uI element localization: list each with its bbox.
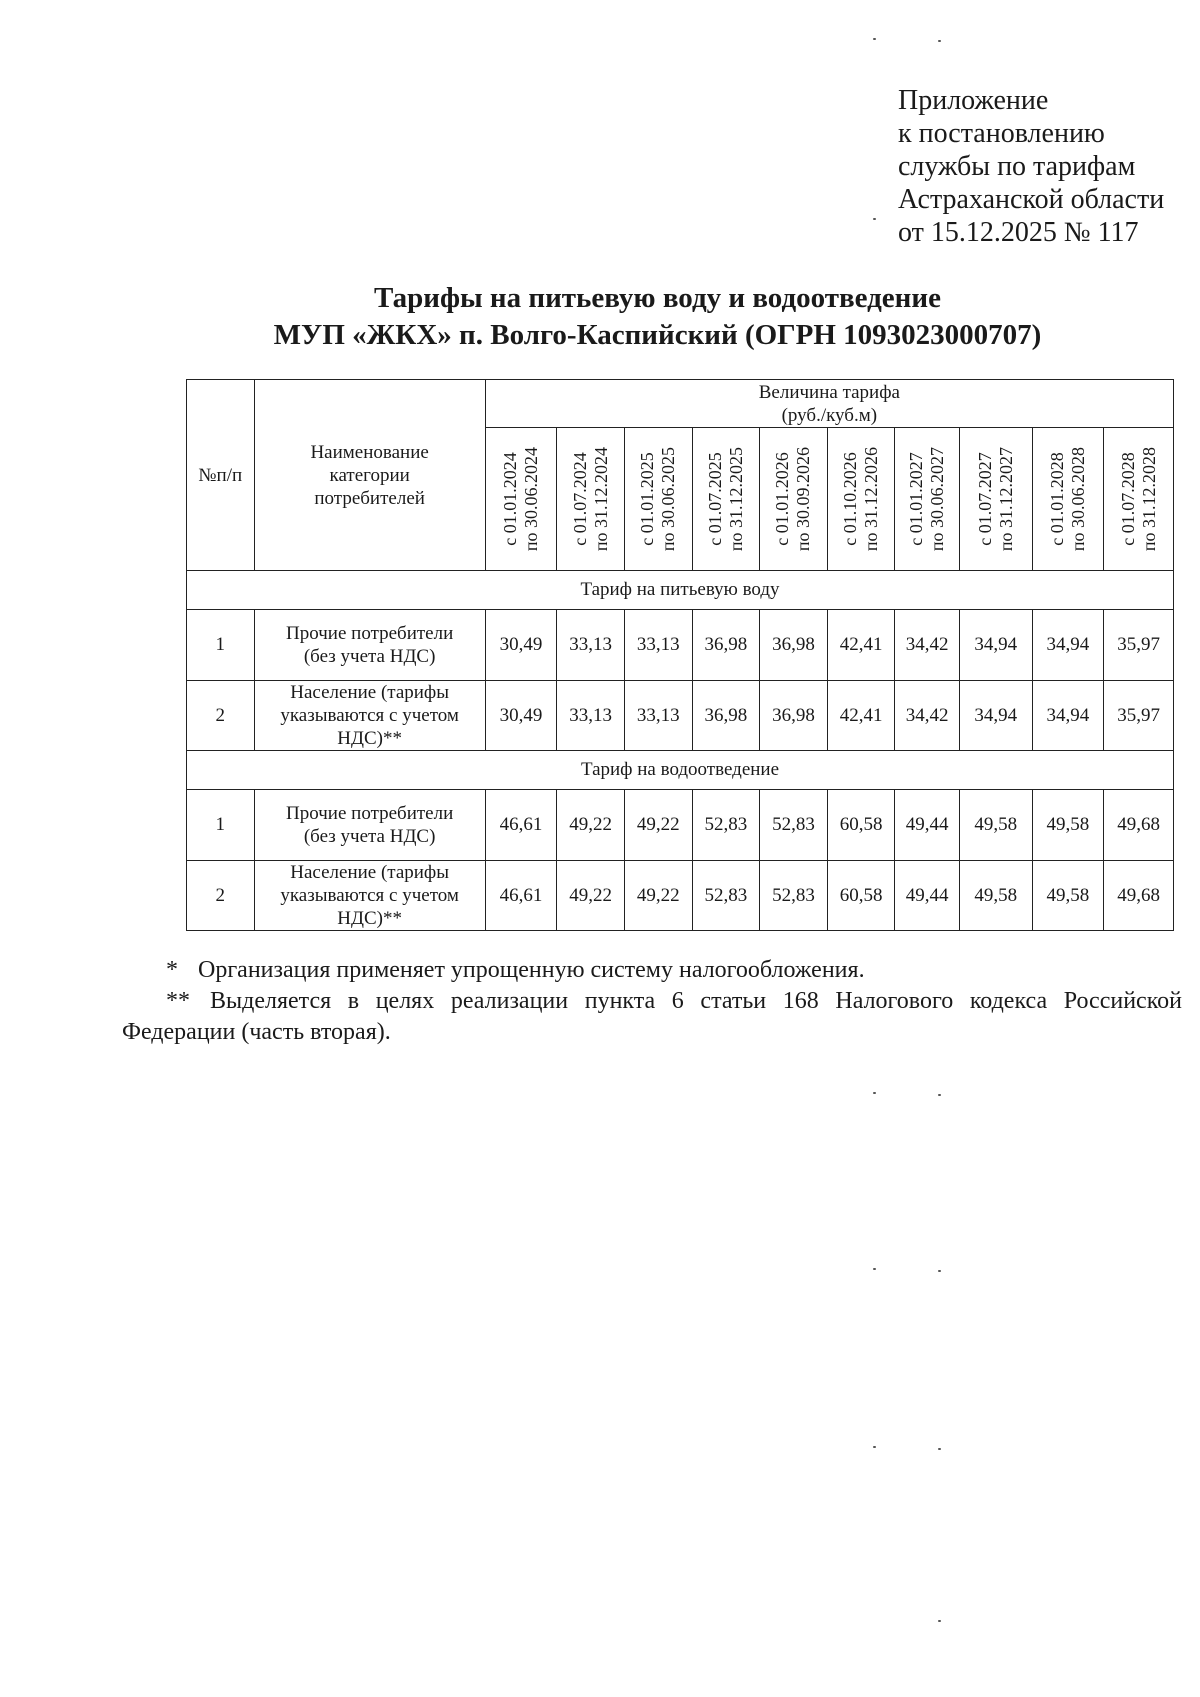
header-num: №п/п [187, 380, 255, 571]
tariff-value: 49,44 [895, 861, 960, 931]
tariff-value: 36,98 [692, 610, 760, 681]
footnote-mark: ** [166, 988, 190, 1014]
period-header [895, 428, 960, 571]
row-category: Население (тарифы указываются с учетом НДС)** [254, 861, 485, 931]
tariff-value: 49,22 [624, 861, 692, 931]
row-category: Прочие потребители (без учета НДС) [254, 610, 485, 681]
tariff-value: 33,13 [557, 610, 625, 681]
footnote-mark: * [166, 957, 178, 983]
period-label: с 01.01.2024 по 30.06.2024 [500, 446, 542, 552]
tariff-value: 49,68 [1104, 861, 1174, 931]
table-row [187, 681, 1174, 751]
tariff-value: 34,42 [895, 610, 960, 681]
header-tariff: Величина тарифа (руб./куб.м) [485, 380, 1173, 428]
row-number: 2 [187, 681, 255, 751]
appendix-date-line: от 15.12.2025 № 117 [898, 217, 1139, 248]
period-label: с 01.01.2028 по 30.06.2028 [1046, 446, 1088, 552]
row-number: 1 [187, 610, 255, 681]
appendix-line: Астраханской области [898, 184, 1165, 215]
period-label: с 01.01.2025 по 30.06.2025 [637, 446, 679, 552]
tariff-value: 36,98 [760, 610, 828, 681]
period-header [959, 428, 1032, 571]
row-number: 1 [187, 790, 255, 861]
period-header [760, 428, 828, 571]
tariff-table [186, 379, 1174, 931]
tariff-value: 49,68 [1104, 790, 1174, 861]
period-label: с 01.07.2024 по 31.12.2024 [569, 446, 611, 552]
tariff-value: 36,98 [692, 681, 760, 751]
period-label: с 01.10.2026 по 31.12.2026 [840, 446, 882, 552]
period-label: с 01.07.2025 по 31.12.2025 [704, 446, 746, 552]
period-header [485, 428, 557, 571]
title-line-1: Тарифы на питьевую воду и водоотведение [374, 282, 941, 314]
tariff-value: 52,83 [760, 861, 828, 931]
tariff-value: 34,94 [1032, 610, 1104, 681]
tariff-value: 60,58 [827, 861, 895, 931]
appendix-line: к постановлению [898, 118, 1105, 149]
footnote-2 [122, 986, 1182, 1048]
period-label: с 01.07.2028 по 31.12.2028 [1117, 446, 1159, 552]
tariff-value: 46,61 [485, 790, 557, 861]
tariff-value: 49,44 [895, 790, 960, 861]
row-category: Прочие потребители (без учета НДС) [254, 790, 485, 861]
table-row [187, 861, 1174, 931]
tariff-value: 34,42 [895, 681, 960, 751]
tariff-value: 36,98 [760, 681, 828, 751]
footnote-text: Организация применяет упрощенную систему налогообложения. [198, 957, 865, 983]
footnote-text: Выделяется в целях реализации пункта 6 статьи 168 Налогового кодекса Российской Федерации (часть вторая). [122, 988, 1182, 1045]
appendix-block [898, 84, 1164, 249]
period-header [827, 428, 895, 571]
tariff-value: 33,13 [557, 681, 625, 751]
period-header [624, 428, 692, 571]
document-title [0, 280, 1200, 354]
appendix-line: Приложение [898, 85, 1049, 116]
tariff-value: 49,58 [959, 861, 1032, 931]
tariff-value: 49,58 [1032, 790, 1104, 861]
tariff-value: 60,58 [827, 790, 895, 861]
tariff-value: 34,94 [959, 681, 1032, 751]
tariff-value: 33,13 [624, 681, 692, 751]
tariff-value: 42,41 [827, 610, 895, 681]
tariff-value: 30,49 [485, 610, 557, 681]
tariff-value: 35,97 [1104, 610, 1174, 681]
period-label: с 01.01.2026 по 30.09.2026 [772, 446, 814, 552]
period-label: с 01.07.2027 по 31.12.2027 [974, 446, 1016, 552]
tariff-value: 30,49 [485, 681, 557, 751]
tariff-value: 49,58 [1032, 861, 1104, 931]
table-row [187, 790, 1174, 861]
tariff-value: 52,83 [692, 790, 760, 861]
tariff-value: 52,83 [692, 861, 760, 931]
title-line-2: МУП «ЖКХ» п. Волго-Каспийский (ОГРН 1093023000707) [273, 319, 1042, 351]
tariff-value: 35,97 [1104, 681, 1174, 751]
period-header [692, 428, 760, 571]
tariff-value: 49,22 [557, 861, 625, 931]
section-row [187, 751, 1174, 790]
tariff-value: 52,83 [760, 790, 828, 861]
tariff-value: 42,41 [827, 681, 895, 751]
period-header [1104, 428, 1174, 571]
row-category: Население (тарифы указываются с учетом НДС)** [254, 681, 485, 751]
section-title: Тариф на водоотведение [187, 751, 1174, 790]
tariff-value: 49,58 [959, 790, 1032, 861]
header-category: Наименование категории потребителей [254, 380, 485, 571]
tariff-value: 34,94 [1032, 681, 1104, 751]
section-title: Тариф на питьевую воду [187, 571, 1174, 610]
table-row [187, 610, 1174, 681]
tariff-value: 34,94 [959, 610, 1032, 681]
period-label: с 01.01.2027 по 30.06.2027 [906, 446, 948, 552]
appendix-line: службы по тарифам [898, 151, 1136, 182]
period-header [557, 428, 625, 571]
period-header [1032, 428, 1104, 571]
footnotes [122, 955, 1182, 1048]
section-row [187, 571, 1174, 610]
footnote-1 [122, 955, 1182, 986]
row-number: 2 [187, 861, 255, 931]
tariff-value: 49,22 [624, 790, 692, 861]
tariff-value: 46,61 [485, 861, 557, 931]
tariff-value: 49,22 [557, 790, 625, 861]
tariff-value: 33,13 [624, 610, 692, 681]
